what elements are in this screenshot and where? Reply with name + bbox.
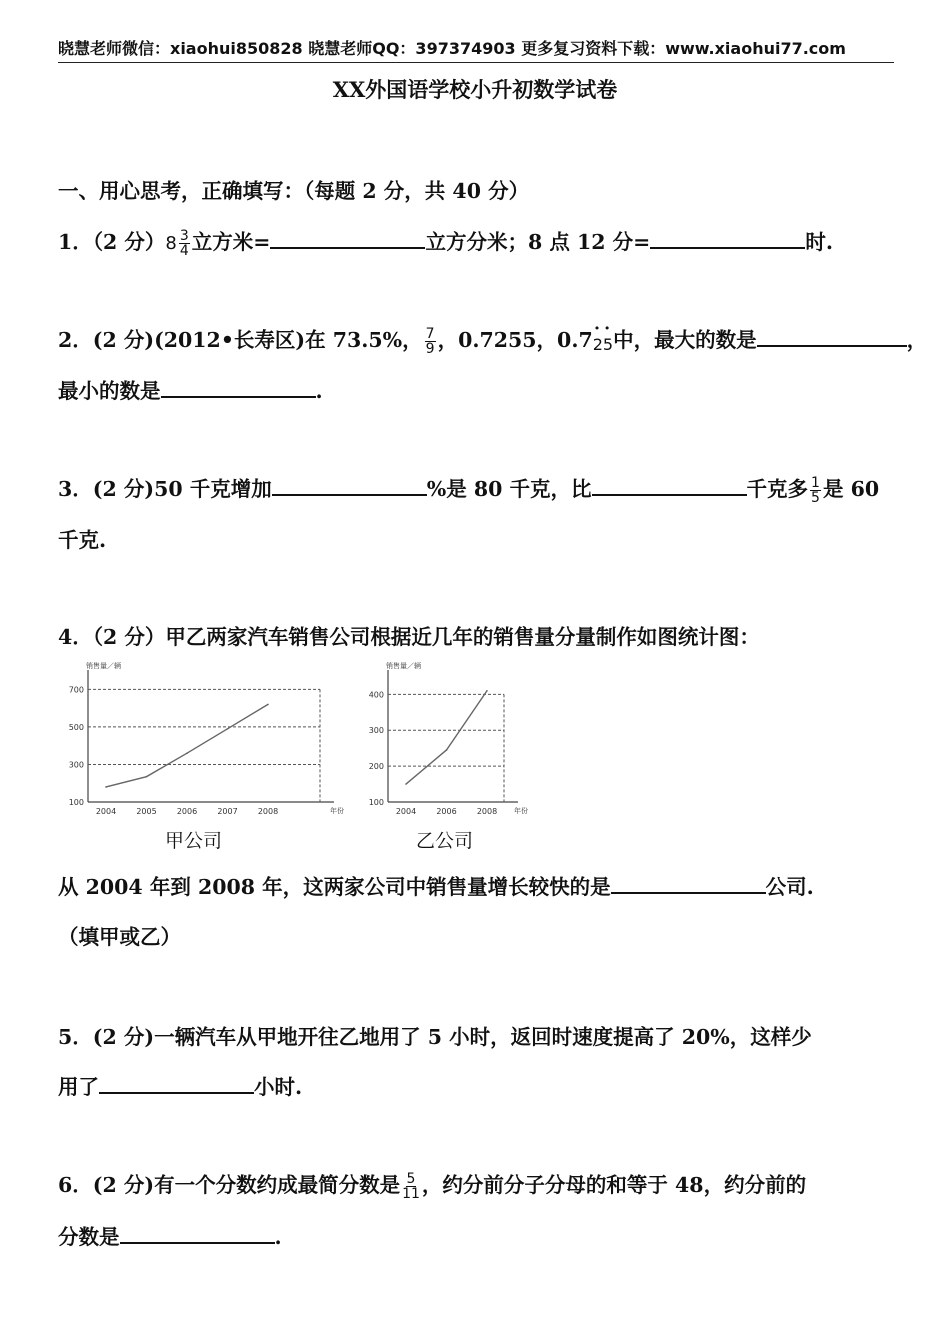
answer-blank[interactable] bbox=[270, 225, 425, 249]
question-3: 3．(2 分)50 千克增加 %是 80 千克，比 千克多 $\frac{1}{5}$ 是 60 bbox=[58, 472, 879, 505]
y-tick-label: 400 bbox=[368, 690, 384, 700]
y-tick-label: 500 bbox=[68, 722, 84, 732]
answer-blank[interactable] bbox=[650, 225, 805, 249]
x-tick-label: 2008 bbox=[476, 807, 498, 816]
data-point bbox=[227, 728, 229, 730]
question-6: 6．(2 分)有一个分数约成最简分数是 $\frac{5}{11}$ ，约分前分子分母的和等于 48，约分前的 bbox=[58, 1171, 807, 1202]
x-tick-label: 2006 bbox=[436, 807, 457, 816]
x-axis-label: 年份 bbox=[514, 807, 528, 815]
x-tick-label: 2007 bbox=[217, 807, 238, 816]
question-2: 2．(2 分)(2012•长寿区)在 73.5%， $\frac{7}{9}$ ，0.7255，0.7 • 2 • 5 中，最大的数是 ， bbox=[58, 323, 927, 356]
series-line bbox=[406, 691, 487, 784]
question-4-line2: （填甲或乙） bbox=[58, 925, 181, 949]
question-5-line2: 用了 小时. bbox=[58, 1070, 302, 1100]
question-6-line2: 分数是 . bbox=[58, 1220, 282, 1250]
data-point bbox=[105, 786, 107, 788]
data-point bbox=[405, 783, 407, 785]
question-1: 1．（2 分）8 $\frac{3}{4}$ 立方米= 立方分米；8 点 12 分= 时. bbox=[58, 225, 833, 258]
answer-blank[interactable] bbox=[757, 323, 907, 347]
y-tick-label: 700 bbox=[68, 685, 84, 695]
chart-jia bbox=[58, 662, 344, 822]
y-tick-label: 200 bbox=[368, 762, 384, 772]
x-tick-label: 2005 bbox=[136, 807, 157, 816]
fraction: $\frac{7}{9}$ bbox=[425, 326, 435, 357]
data-point bbox=[186, 752, 188, 754]
y-axis-label: 销售量／辆 bbox=[86, 662, 121, 670]
y-axis-label: 销售量／辆 bbox=[386, 662, 421, 670]
chart-jia-title: 甲公司 bbox=[165, 830, 223, 852]
x-tick-label: 2004 bbox=[395, 807, 417, 816]
x-tick-label: 2004 bbox=[95, 807, 117, 816]
question-4-answer: 从 2004 年到 2008 年，这两家公司中销售量增长较快的是 公司. bbox=[58, 870, 814, 900]
y-tick-label: 100 bbox=[368, 798, 384, 807]
question-4: 4．（2 分）甲乙两家汽车销售公司根据近几年的销售量分量制作如图统计图： bbox=[58, 625, 760, 649]
answer-blank[interactable] bbox=[99, 1070, 254, 1094]
data-point bbox=[446, 749, 448, 751]
x-axis-label: 年份 bbox=[330, 807, 344, 815]
answer-blank[interactable] bbox=[161, 374, 316, 398]
data-point bbox=[267, 704, 269, 706]
x-tick-label: 2008 bbox=[257, 807, 279, 816]
chart-yi-svg bbox=[358, 662, 548, 822]
answer-blank[interactable] bbox=[592, 472, 747, 496]
question-5: 5．(2 分)一辆汽车从甲地开往乙地用了 5 小时，返回时速度提高了 20%，这样少 bbox=[58, 1025, 812, 1049]
y-tick-label: 100 bbox=[68, 798, 84, 807]
fraction: $\frac{1}{5}$ bbox=[811, 475, 820, 506]
fraction: $\frac{5}{11}$ bbox=[402, 1171, 420, 1202]
answer-blank[interactable] bbox=[120, 1220, 275, 1244]
data-point bbox=[486, 690, 488, 692]
x-tick-label: 2006 bbox=[176, 807, 198, 816]
y-tick-label: 300 bbox=[68, 760, 84, 770]
chart-yi-title: 乙公司 bbox=[416, 830, 474, 852]
page-header: 晓慧老师微信：xiaohui850828 晓慧老师QQ：397374903 更多复习资料下载：www.xiaohui77.com bbox=[58, 36, 894, 63]
data-point bbox=[146, 776, 148, 778]
section-heading: 一、用心思考，正确填写：（每题 2 分，共 40 分） bbox=[58, 179, 530, 203]
answer-blank[interactable] bbox=[611, 870, 766, 894]
page-title: XX外国语学校小升初数学试卷 bbox=[332, 77, 618, 102]
chart-jia-svg bbox=[58, 662, 344, 822]
question-2-line2: 最小的数是 . bbox=[58, 374, 323, 404]
chart-yi bbox=[358, 662, 548, 822]
answer-blank[interactable] bbox=[272, 472, 427, 496]
y-tick-label: 300 bbox=[368, 726, 384, 736]
repeating-decimal: • 2 • 5 bbox=[593, 335, 613, 354]
fraction: $\frac{3}{4}$ bbox=[179, 228, 189, 259]
question-3-line2: 千克. bbox=[58, 528, 107, 552]
series-line bbox=[106, 704, 268, 787]
